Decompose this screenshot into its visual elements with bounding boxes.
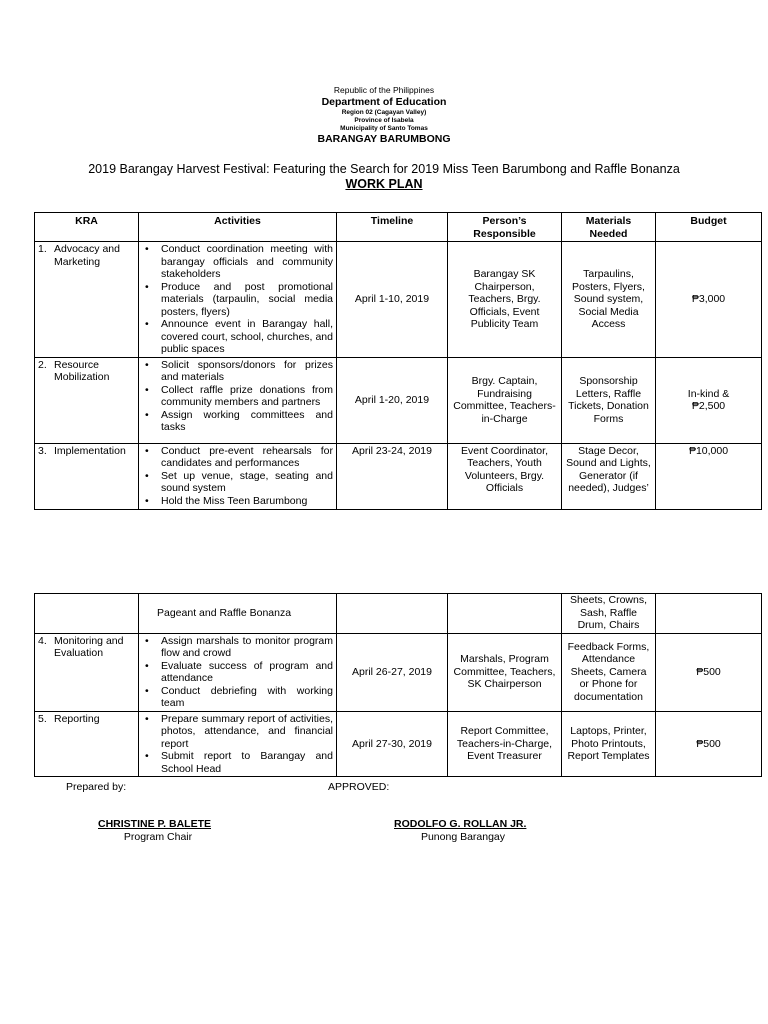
activities-cell: Pageant and Raffle Bonanza — [139, 594, 337, 634]
budget-cell: ₱500 — [656, 711, 762, 777]
kra-number: 3. — [38, 444, 47, 457]
kra-cell — [35, 357, 139, 443]
activity-item: • Announce event in Barangay hall, covered court, school, churches, and public spaces — [161, 318, 333, 356]
department-line: Department of Education — [321, 96, 447, 108]
header-persons-line2: Responsible — [473, 227, 536, 240]
activity-item: • Set up venue, stage, seating and sound system — [161, 470, 333, 495]
budget-line2: ₱2,500 — [691, 400, 726, 412]
table-row — [35, 443, 762, 509]
budget-cell: ₱10,000 — [656, 443, 762, 509]
table-row — [35, 711, 762, 777]
header-timeline: Timeline — [337, 213, 448, 242]
persons-cell: Barangay SK Chairperson, Teachers, Brgy. Officials, Event Publicity Team — [448, 242, 562, 358]
timeline-cell: April 23-24, 2019 — [337, 443, 448, 509]
persons-cell: Brgy. Captain, Fundraising Committee, Teachers-in-Charge — [448, 357, 562, 443]
approved-label: APPROVED: — [328, 781, 390, 793]
kra-cell — [35, 633, 139, 711]
work-plan-table — [34, 212, 762, 510]
activities-cell — [139, 633, 337, 711]
activity-item: • Conduct pre-event rehearsals for candidates and performances — [161, 445, 333, 470]
prepared-by-label: Prepared by: — [66, 781, 127, 793]
kra-number: 2. — [38, 358, 47, 371]
activity-item: • Collect raffle prize donations from community members and partners — [161, 384, 333, 409]
table-row — [35, 357, 762, 443]
activities-cell — [139, 242, 337, 358]
activity-item: • Solicit sponsors/donors for prizes and materials — [161, 359, 333, 384]
kra-cell — [35, 242, 139, 358]
kra-number: 1. — [38, 243, 47, 255]
kra-label: Resource Mobilization — [54, 358, 110, 383]
approved-name: RODOLFO G. ROLLAN JR. — [394, 818, 527, 830]
activity-item: • Conduct coordination meeting with barangay officials and community stakeholders — [161, 243, 333, 281]
persons-cell: Report Committee, Teachers-in-Charge, Event Treasurer — [448, 711, 562, 777]
activity-item: • Assign marshals to monitor program flow and crowd — [161, 635, 333, 660]
materials-cell: Sheets, Crowns, Sash, Raffle Drum, Chairs — [562, 594, 656, 634]
budget-cell — [656, 357, 762, 443]
header-activities: Activities — [139, 213, 337, 242]
kra-cell — [35, 443, 139, 509]
province-line: Province of Isabela — [354, 117, 414, 124]
materials-cell: Tarpaulins, Posters, Flyers, Sound system, Social Media Access — [562, 242, 656, 358]
persons-cell: Event Coordinator, Teachers, Youth Volunteers, Brgy. Officials — [448, 443, 562, 509]
kra-label: Reporting — [54, 712, 100, 725]
materials-text: Stage Decor, Sound and Lights, Generator (if needed), Judges’ — [566, 444, 651, 494]
materials-cell: Sponsorship Letters, Raffle Tickets, Donation Forms — [562, 357, 656, 443]
header-kra: KRA — [35, 213, 139, 242]
work-plan-table-continued — [34, 593, 762, 777]
kra-label: Advocacy and Marketing — [54, 243, 120, 268]
timeline-cell — [337, 594, 448, 634]
activity-item: • Hold the Miss Teen Barumbong — [161, 495, 333, 507]
timeline-cell: April 1-20, 2019 — [337, 357, 448, 443]
approved-title: Punong Barangay — [420, 831, 506, 843]
table-row — [35, 242, 762, 358]
region-line: Region 02 (Cagayan Valley) — [341, 109, 427, 116]
activity-item: • Evaluate success of program and attendance — [161, 660, 333, 685]
kra-label: Monitoring and Evaluation — [54, 634, 124, 659]
activities-cell — [139, 357, 337, 443]
table-header-row — [35, 213, 762, 242]
kra-cell — [35, 711, 139, 777]
activity-item: • Prepare summary report of activities, photos, attendance, and financial report — [161, 713, 333, 751]
activity-item: • Assign working committees and tasks — [161, 409, 333, 434]
budget-line1: In-kind & — [687, 387, 730, 400]
header-persons — [448, 213, 562, 242]
header-persons-line1: Person’s — [482, 215, 527, 227]
activities-cell — [139, 711, 337, 777]
budget-cell: ₱3,000 — [656, 242, 762, 358]
municipality-line: Municipality of Santo Tomas — [340, 125, 428, 132]
table-row-continuation — [35, 594, 762, 634]
activity-item: • Produce and post promotional materials (tarpaulin, social media posters, flyers) — [161, 281, 333, 319]
timeline-cell: April 26-27, 2019 — [337, 633, 448, 711]
budget-cell: ₱500 — [656, 633, 762, 711]
persons-cell — [448, 594, 562, 634]
barangay-line: BARANGAY BARUMBONG — [317, 133, 451, 145]
materials-cell: Feedback Forms, Attendance Sheets, Camera or Phone for documentation — [562, 633, 656, 711]
timeline-cell: April 27-30, 2019 — [337, 711, 448, 777]
prepared-title: Program Chair — [123, 831, 193, 843]
prepared-name: CHRISTINE P. BALETE — [98, 818, 211, 830]
document-title: 2019 Barangay Harvest Festival: Featuring the Search for 2019 Miss Teen Barumbong and Raffle Bonanza — [88, 162, 680, 176]
header-materials-line2: Needed — [589, 227, 628, 240]
kra-number: 4. — [38, 634, 47, 647]
header-materials — [562, 213, 656, 242]
activity-item: • Submit report to Barangay and School Head — [161, 750, 333, 775]
kra-label: Implementation — [54, 444, 126, 457]
activity-item: • Conduct debriefing with working team — [161, 685, 333, 710]
persons-cell: Marshals, Program Committee, Teachers, SK Chairperson — [448, 633, 562, 711]
work-plan-heading: WORK PLAN — [345, 177, 423, 191]
timeline-cell: April 1-10, 2019 — [337, 242, 448, 358]
kra-number: 5. — [38, 712, 47, 725]
materials-cell — [562, 443, 656, 509]
header-materials-line1: Materials — [585, 215, 632, 227]
table-row — [35, 633, 762, 711]
budget-cell — [656, 594, 762, 634]
header-budget: Budget — [656, 213, 762, 242]
materials-cell: Laptops, Printer, Photo Printouts, Report Templates — [562, 711, 656, 777]
kra-cell — [35, 594, 139, 634]
republic-line: Republic of the Philippines — [333, 85, 435, 95]
activities-cell — [139, 443, 337, 509]
